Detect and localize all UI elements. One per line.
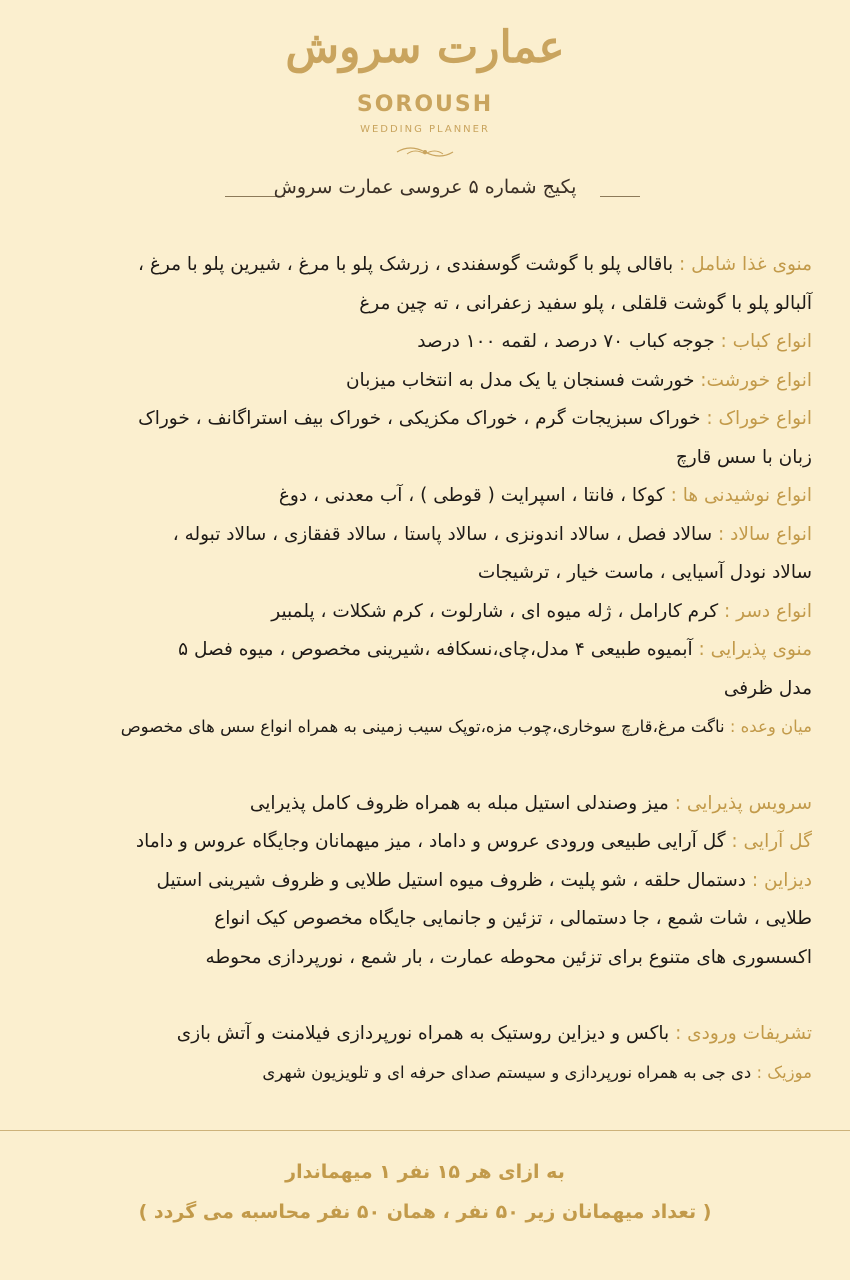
- package-title-text: پکیج شماره ۵ عروسی عمارت سروش: [273, 176, 577, 198]
- section-text: دی جی به همراه نورپردازی و سیستم صدای حرفه ای و تلویزیون شهری: [262, 1062, 757, 1082]
- section-label: سرویس پذیرایی :: [674, 792, 812, 814]
- section-line: [36, 1015, 812, 1054]
- section-line: [36, 785, 812, 824]
- section-line: [36, 670, 812, 709]
- section-label: دیزاین :: [751, 869, 812, 891]
- section-label: منوی پذیرایی :: [698, 639, 812, 660]
- logo-tagline: WEDDING PLANNER: [360, 124, 490, 135]
- section-text: باقالی پلو با گوشت گوسفندی ، زرشک پلو با مرغ ، شیرین پلو با مرغ ،: [138, 254, 679, 275]
- section-text: کوکا ، فانتا ، اسپرایت ( قوطی ) ، آب معدنی ، دوغ: [278, 485, 671, 506]
- section-line: [36, 823, 812, 862]
- flourish-ornament-icon: [395, 142, 455, 160]
- section-label: انواع نوشیدنی ها :: [670, 485, 812, 506]
- section-text: میز وصندلی استیل مبله به همراه ظروف کامل پذیرایی: [249, 792, 675, 814]
- section-text: گل آرایی طبیعی ورودی عروس و داماد ، میز میهمانان وجایگاه عروس و داماد: [135, 831, 732, 852]
- section-line: [36, 285, 812, 324]
- section-line: [36, 1054, 812, 1093]
- logo-latin-name: SOROUSH: [356, 92, 494, 117]
- section-label: منوی غذا شامل :: [679, 254, 812, 275]
- section-text: جوجه کباب ۷۰ درصد ، لقمه ۱۰۰ درصد: [417, 331, 721, 352]
- section-line: [36, 439, 812, 478]
- section-line: [36, 593, 812, 632]
- section-text: آبمیوه طبیعی ۴ مدل،چای،نسکافه ،شیرینی مخصوص ، میوه فصل ۵: [178, 639, 699, 660]
- section-line: [36, 477, 812, 516]
- section-line: [36, 939, 812, 978]
- section-label: گل آرایی :: [731, 831, 812, 852]
- section-line: [36, 246, 812, 285]
- section-text: خوراک سبزیجات گرم ، خوراک مکزیکی ، خوراک بیف استراگانف ، خوراک: [138, 408, 707, 429]
- section-text: طلایی ، شات شمع ، جا دستمالی ، تزئین و جانمایی جایگاه مخصوص کیک انواع: [214, 908, 812, 929]
- section-label: انواع خورشت:: [700, 369, 812, 391]
- section-label: انواع سالاد :: [718, 523, 812, 545]
- package-title: [0, 170, 850, 210]
- section-label: تشریفات ورودی :: [675, 1023, 812, 1044]
- section-text: ناگت مرغ،قارچ سوخاری،چوب مزه،توپک سیب زمینی به همراه انواع سس های مخصوص: [120, 717, 730, 736]
- section-line: [36, 862, 812, 901]
- section-line: [36, 323, 812, 362]
- section-text: سالاد نودل آسیایی ، ماست خیار ، ترشیجات: [477, 562, 812, 583]
- section-text: باکس و دیزاین روستیک به همراه نورپردازی فیلامنت و آتش بازی: [176, 1023, 676, 1044]
- section-text: دستمال حلقه ، شو پلیت ، ظروف میوه استیل طلایی و ظروف شیرینی استیل: [156, 869, 752, 891]
- package-details: [36, 246, 812, 1092]
- section-label: موزیک :: [756, 1062, 812, 1082]
- logo-wordmark: عمارت سروش: [285, 22, 565, 73]
- footer-line-1: به ازای هر ۱۵ نفر ۱ میهماندار: [285, 1161, 565, 1183]
- section-line: [36, 631, 812, 670]
- section-label: انواع خوراک :: [706, 408, 812, 429]
- section-spacer: [36, 747, 812, 785]
- section-line: [36, 400, 812, 439]
- section-text: آلبالو پلو با گوشت قلقلی ، پلو سفید زعفرانی ، ته چین مرغ: [359, 292, 812, 314]
- section-text: کرم کارامل ، ژله میوه ای ، شارلوت ، کرم شکلات ، پلمبیر: [271, 600, 725, 622]
- footer-divider: [0, 1130, 850, 1131]
- section-label: انواع دسر :: [724, 600, 812, 622]
- section-text: اکسسوری های متنوع برای تزئین محوطه عمارت ، بار شمع ، نورپردازی محوطه: [205, 946, 812, 968]
- section-line: [36, 362, 812, 401]
- section-line: [36, 900, 812, 939]
- section-line: [36, 516, 812, 555]
- section-line: [36, 708, 812, 747]
- header: [0, 0, 850, 230]
- section-text: مدل ظرفی: [723, 677, 812, 699]
- section-spacer: [36, 977, 812, 1015]
- footer-line-2: ( تعداد میهمانان زیر ۵۰ نفر ، همان ۵۰ نفر محاسبه می گردد ): [138, 1201, 712, 1223]
- footer: [0, 1152, 850, 1232]
- section-label: انواع کباب :: [720, 331, 812, 352]
- section-text: زبان با سس قارچ: [675, 446, 812, 468]
- section-text: سالاد فصل ، سالاد اندونزی ، سالاد پاستا ، سالاد قفقازی ، سالاد تبوله ،: [172, 523, 719, 545]
- section-text: خورشت فسنجان یا یک مدل به انتخاب میزبان: [345, 369, 701, 391]
- section-label: میان وعده :: [729, 717, 812, 736]
- section-line: [36, 554, 812, 593]
